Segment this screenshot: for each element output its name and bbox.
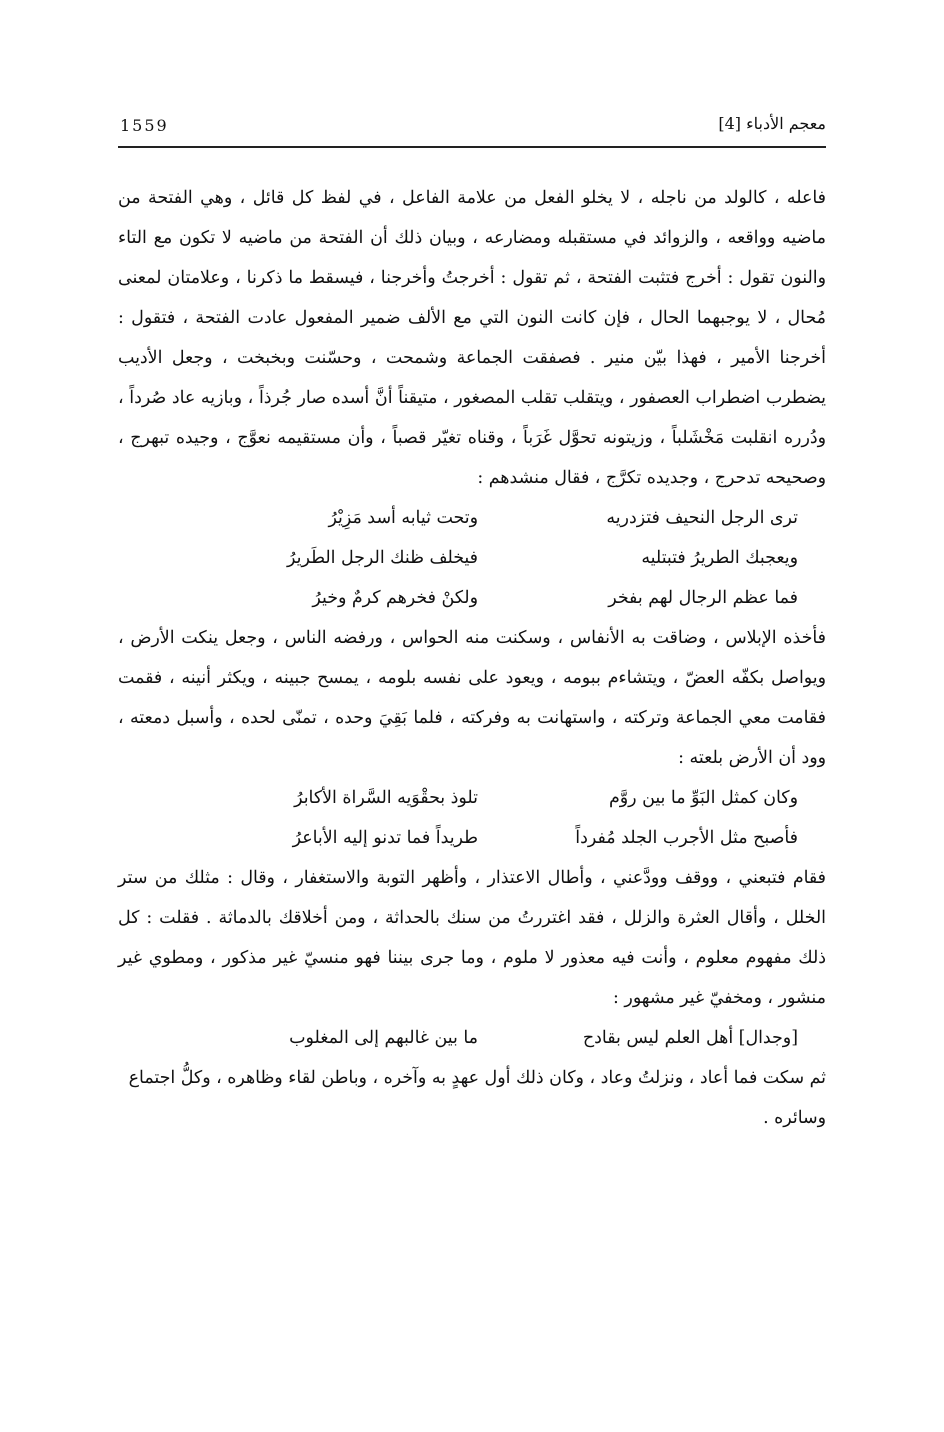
verses-1	[118, 498, 826, 618]
verse-first-hemistich: ترى الرجل النحيف فتزدريه	[606, 508, 798, 528]
verse-line	[118, 538, 826, 578]
verse-first-hemistich: فأصبح مثل الأجرب الجلد مُفرداً	[575, 828, 798, 848]
page-header	[118, 112, 826, 148]
verse-first-hemistich: فما عظم الرجال لهم بفخر	[608, 588, 798, 608]
verses-3	[118, 1018, 826, 1058]
page-body	[118, 178, 826, 1138]
paragraph-3: فقام فتبعني ، ووقف وودَّعني ، وأطال الاعتذار ، وأظهر التوبة والاستغفار ، وقال : مثلك من ستر الخلل ، وأقال العثرة والزلل ، فقد اغتررتُ من سنك بالحداثة ، ومن أخلاقك بالدماثة . فقلت : كل ذلك مفهوم معلوم ، وأنت فيه معذور لا ملوم ، وما جرى بيننا فهو منسيّ غير مذكور ، ومطوي غير منشور ، ومخفيّ غير مشهور :	[118, 868, 826, 1008]
paragraph-1: فاعله ، كالولد من ناجله ، لا يخلو الفعل من علامة الفاعل ، في لفظ كل قائل ، وهي الفتحة من ماضيه وواقعه ، والزوائد في مستقبله ومضارعه ، وبيان ذلك أن الفتحة من ماضيه لا تكون مع التاء والنون تقول : أخرج فتثبت الفتحة ، ثم تقول : أخرجتُ وأخرجنا ، فيسقط ما ذكرنا ، وعلامتان لمعنى مُحال ، لا يوجبهما الحال ، فإن كانت النون التي مع الألف ضمير المفعول عادت الفتحة ، فتقول : أخرجنا الأمير ، فهذا بيّن منير . فصفقت الجماعة وشمحت ، وحسّنت وبخبخت ، وجعل الأديب يضطرب اضطراب العصفور ، ويتقلب تقلب المصغور ، متيقناً أنَّ أسده صار جُرذاً ، وبازيه عاد صُرداً ، ودُرره انقلبت مَخْشَلباً ، وزيتونه تحوَّل غَرَباً ، وقناه تغيّر قصباً ، وأن مستقيمه نعوَّج ، وجيده تبهرج ، وصحيحه تدحرج ، وجديده تكرَّج ، فقال منشدهم :	[118, 188, 826, 488]
verse-second-hemistich: طريداً فما تدنو إليه الأباعرُ	[292, 828, 478, 848]
running-head: معجم الأدباء [4]	[718, 114, 826, 133]
paragraph-2: فأخذه الإبلاس ، وضاقت به الأنفاس ، وسكنت منه الحواس ، ورفضه الناس ، وجعل ينكت الأرض ، ويواصل بكفّه العضّ ، ويتشاءم ببومه ، ويعود على نفسه بلومه ، يمسح جبينه ، ويكثر أنينه ، فقمت فقامت معي الجماعة وتركته ، واستهانت به وفركته ، فلما بَقِيَ وحده ، تمنّى لحده ، وأسبل دمعته ، وود أن الأرض بلعته :	[118, 628, 826, 768]
verse-second-hemistich: ما بين غالبهم إلى المغلوب	[289, 1028, 478, 1048]
verse-line	[118, 818, 826, 858]
verse-line	[118, 498, 826, 538]
verse-first-hemistich: [وجدال] أهل العلم ليس بقادح	[582, 1028, 798, 1048]
verse-second-hemistich: تلوذ بحقْوَيه السَّراة الأكابرُ	[294, 788, 478, 808]
paragraph-4: ثم سكت فما أعاد ، ونزلتُ وعاد ، وكان ذلك أول عهدٍ به وآخره ، وباطن لقاء وظاهره ، وكلُّ اجتماع وسائره .	[128, 1068, 826, 1128]
verses-2	[118, 778, 826, 858]
verse-first-hemistich: ويعجبك الطريرُ فتبتليه	[641, 548, 798, 568]
verse-line	[118, 578, 826, 618]
verse-second-hemistich: فيخلف ظنك الرجل الطَريرُ	[287, 548, 478, 568]
verse-first-hemistich: وكان كمثل البَوِّ ما بين روَّم	[608, 788, 798, 808]
verse-line	[118, 778, 826, 818]
verse-second-hemistich: ولكنْ فخرهم كرمٌ وخيرُ	[312, 588, 478, 608]
verse-line	[118, 1018, 826, 1058]
page-number: 1559	[120, 116, 169, 135]
verse-second-hemistich: وتحت ثيابه أسد مَزِيْرُ	[328, 508, 478, 528]
